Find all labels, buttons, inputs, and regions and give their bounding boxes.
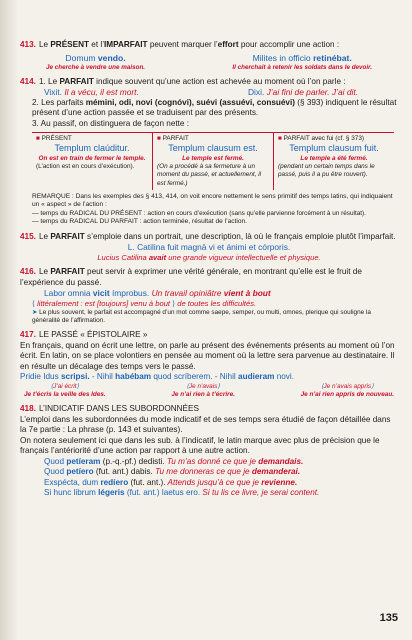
column-parfait-fui: ■ PARFAIT avec fui (cf. § 373) Templum clausum fuit. Le temple a été fermé. (pendant un certain temps dans le passé, puis il a pu être rouvert). [273, 133, 394, 189]
section-414-p2: 2. Les parfaits mémini, odi, novi (cognóvi), suévi (assuévi, consuévi) (§ 393) indiquent le résultat présent d’une action passée et se traduisent par des présents. [32, 97, 397, 118]
example-4: Si hunc librum légeris (fut. ant.) laetus ero. Si tu lis ce livre, je serai content. [44, 488, 320, 498]
section-413-examples [20, 51, 398, 72]
section-414-examples: Vixit. Il a vécu, il est mort. Dixi. J’ai fini de parler. J’ai dit. [44, 87, 358, 98]
binding-shadow [0, 0, 18, 640]
epistolary-example: Pridie Idus scripsi. - Nihil habébam quod scríberem. - Nihil audieram novi. [20, 372, 294, 382]
section-414-p1: 414. 1. Le PARFAIT indique souvent qu’une action est achevée au moment où l’on parle : [20, 76, 346, 86]
literal-translation: ⟨ littéralement : est [toujours] venu à bout ⟩ de toutes les difficultés. [32, 299, 257, 309]
section-413-heading: 413. Le PRÉSENT et l’IMPARFAIT peuvent marquer l’effort pour accomplir une action : [20, 40, 340, 49]
example-line: Labor omnia vicit ímprobus. Un travail opiniâtre vient à bout [44, 288, 271, 299]
note: ➤ Le plus souvent, le parfait est accompagné d’un mot comme saepe, semper, ou multi, omnes, plerique qui souligne la généralité de l’affirmation. [32, 308, 371, 325]
section-416: 416. Le PARFAIT peut servir à exprimer une vérité générale, en montrant qu’elle est le fruit de l’expérience du passé. Labor omnia vicit ímprobus. Un travail opiniâtre vient à bout ⟨ littéralement : est [toujours] venu à bout ⟩ de toutes les difficultés. ➤ Le plus souvent, le parfait est accompagné d’un mot comme saepe, semper, ou multi, omnes, plerique qui souligne la généralité de l’affirmation. [20, 267, 398, 325]
section-413 [20, 40, 398, 72]
section-414 [20, 77, 398, 227]
example-2: Milites in officio retinébat. Il cherchait à retenir les soldats dans le devoir. [232, 52, 372, 71]
tense-comparison-table [32, 132, 394, 189]
example-latin: L. Catilina fuit magnā vi et ánimi et córporis. [127, 242, 291, 252]
example-2: Quod petíero (fut. ant.) dabis. Tu me donneras ce que je demanderai. [44, 467, 301, 477]
section-417: 417. LE PASSÉ « ÉPISTOLAIRE » En français, quand on écrit une lettre, on parle au présent des événements présents au moment où l’on écrit. En latin, on se place volontiers en pensée au moment où la lettre sera parvenue au destinataire. Il en résulte un décalage des temps vers le passé. Pridie Idus scripsi. - Nihil habébam quod scríberem. - Nihil audieram novi. ⟨J’ai écrit⟩ Je t’écris la veille des Ides. ⟨Je n’avais⟩ Je n’ai rien à t’écrire. ⟨Je n’avais appris⟩ Je n’ai rien appris de nouveau. [20, 330, 398, 399]
example-french: Lucius Catilina avait une grande vigueur intellectuelle et physique. [97, 252, 321, 262]
example-1: Quod petíeram (p.-q.-pf.) dedisti. Tu m’as donné ce que je demandais. [44, 456, 304, 466]
section-414-p3: 3. Au passif, on distinguera de façon nette : [32, 118, 190, 128]
section-418: 418. L’INDICATIF DANS LES SUBORDONNÉES L’emploi dans les subordonnées du mode indicatif et de ses temps sera étudié de façon détaillée dans la 7e partie : La phrase (p. 143 et suivantes). On notera seulement ici que dans les sub. à l’indicatif, le latin marque avec plus de précision que le français l’antériorité d’une action par rapport à une autre action. Quod petíeram (p.-q.-pf.) dedisti. Tu m’as donné ce que je demandais. Quod petíero (fut. ant.) dabis. Tu me donneras ce que je demanderai. Exspécta, dum redíero (fut. ant.). Attends jusqu’à ce que je revienne. Si hunc librum légeris (fut. ant.) laetus ero. Si tu lis ce livre, je serai content. [20, 404, 398, 499]
example-3: Exspécta, dum redíero (fut. ant.). Attends jusqu’à ce que je revienne. [44, 477, 298, 487]
section-415: 415. Le PARFAIT s’emploie dans un portrait, une description, là où le français emploie plutôt l’imparfait. L. Catilina fuit magnā vi et ánimi et córporis. Lucius Catilina avait une grande vigueur intellectuelle et physique. [20, 232, 398, 263]
column-present: ■ PRÉSENT Templum claúditur. On est en train de fermer le temple. (L’action est en cours d’exécution). [36, 135, 146, 171]
page-number: 135 [379, 612, 398, 624]
remark: REMARQUE : Dans les exemples des § 413, 414, on voit encore nettement le sens primitif des temps latins, qui indiquaient un « aspect » de l’action : — temps du RADICAL DU PRÉSENT : action en cours d’exécution (sans qu’elle parvienne forcément à un résultat). — temps du RADICAL DU PARFAIT : action terminée, résultat de l’action. [32, 192, 393, 226]
section-number: 413. [20, 40, 36, 49]
page-content [20, 40, 398, 504]
example-1: Domum vendo. Je cherche à vendre une maison. [46, 52, 146, 71]
section-417-title: 417. LE PASSÉ « ÉPISTOLAIRE » [20, 330, 148, 340]
arrow-icon: ➤ [32, 308, 40, 316]
section-418-title: 418. L’INDICATIF DANS LES SUBORDONNÉES [20, 404, 199, 414]
epistolary-glosses: ⟨J’ai écrit⟩ Je t’écris la veille des Ides. ⟨Je n’avais⟩ Je n’ai rien à t’écrire. ⟨Je n’avais appris⟩ Je n’ai rien appris de nouveau. [24, 382, 394, 398]
column-parfait: ■ PARFAIT Templum clausum est. Le temple est fermé. (On a procédé à sa fermeture à un moment du passé, et actuellement, il est fermé.) [152, 133, 273, 189]
